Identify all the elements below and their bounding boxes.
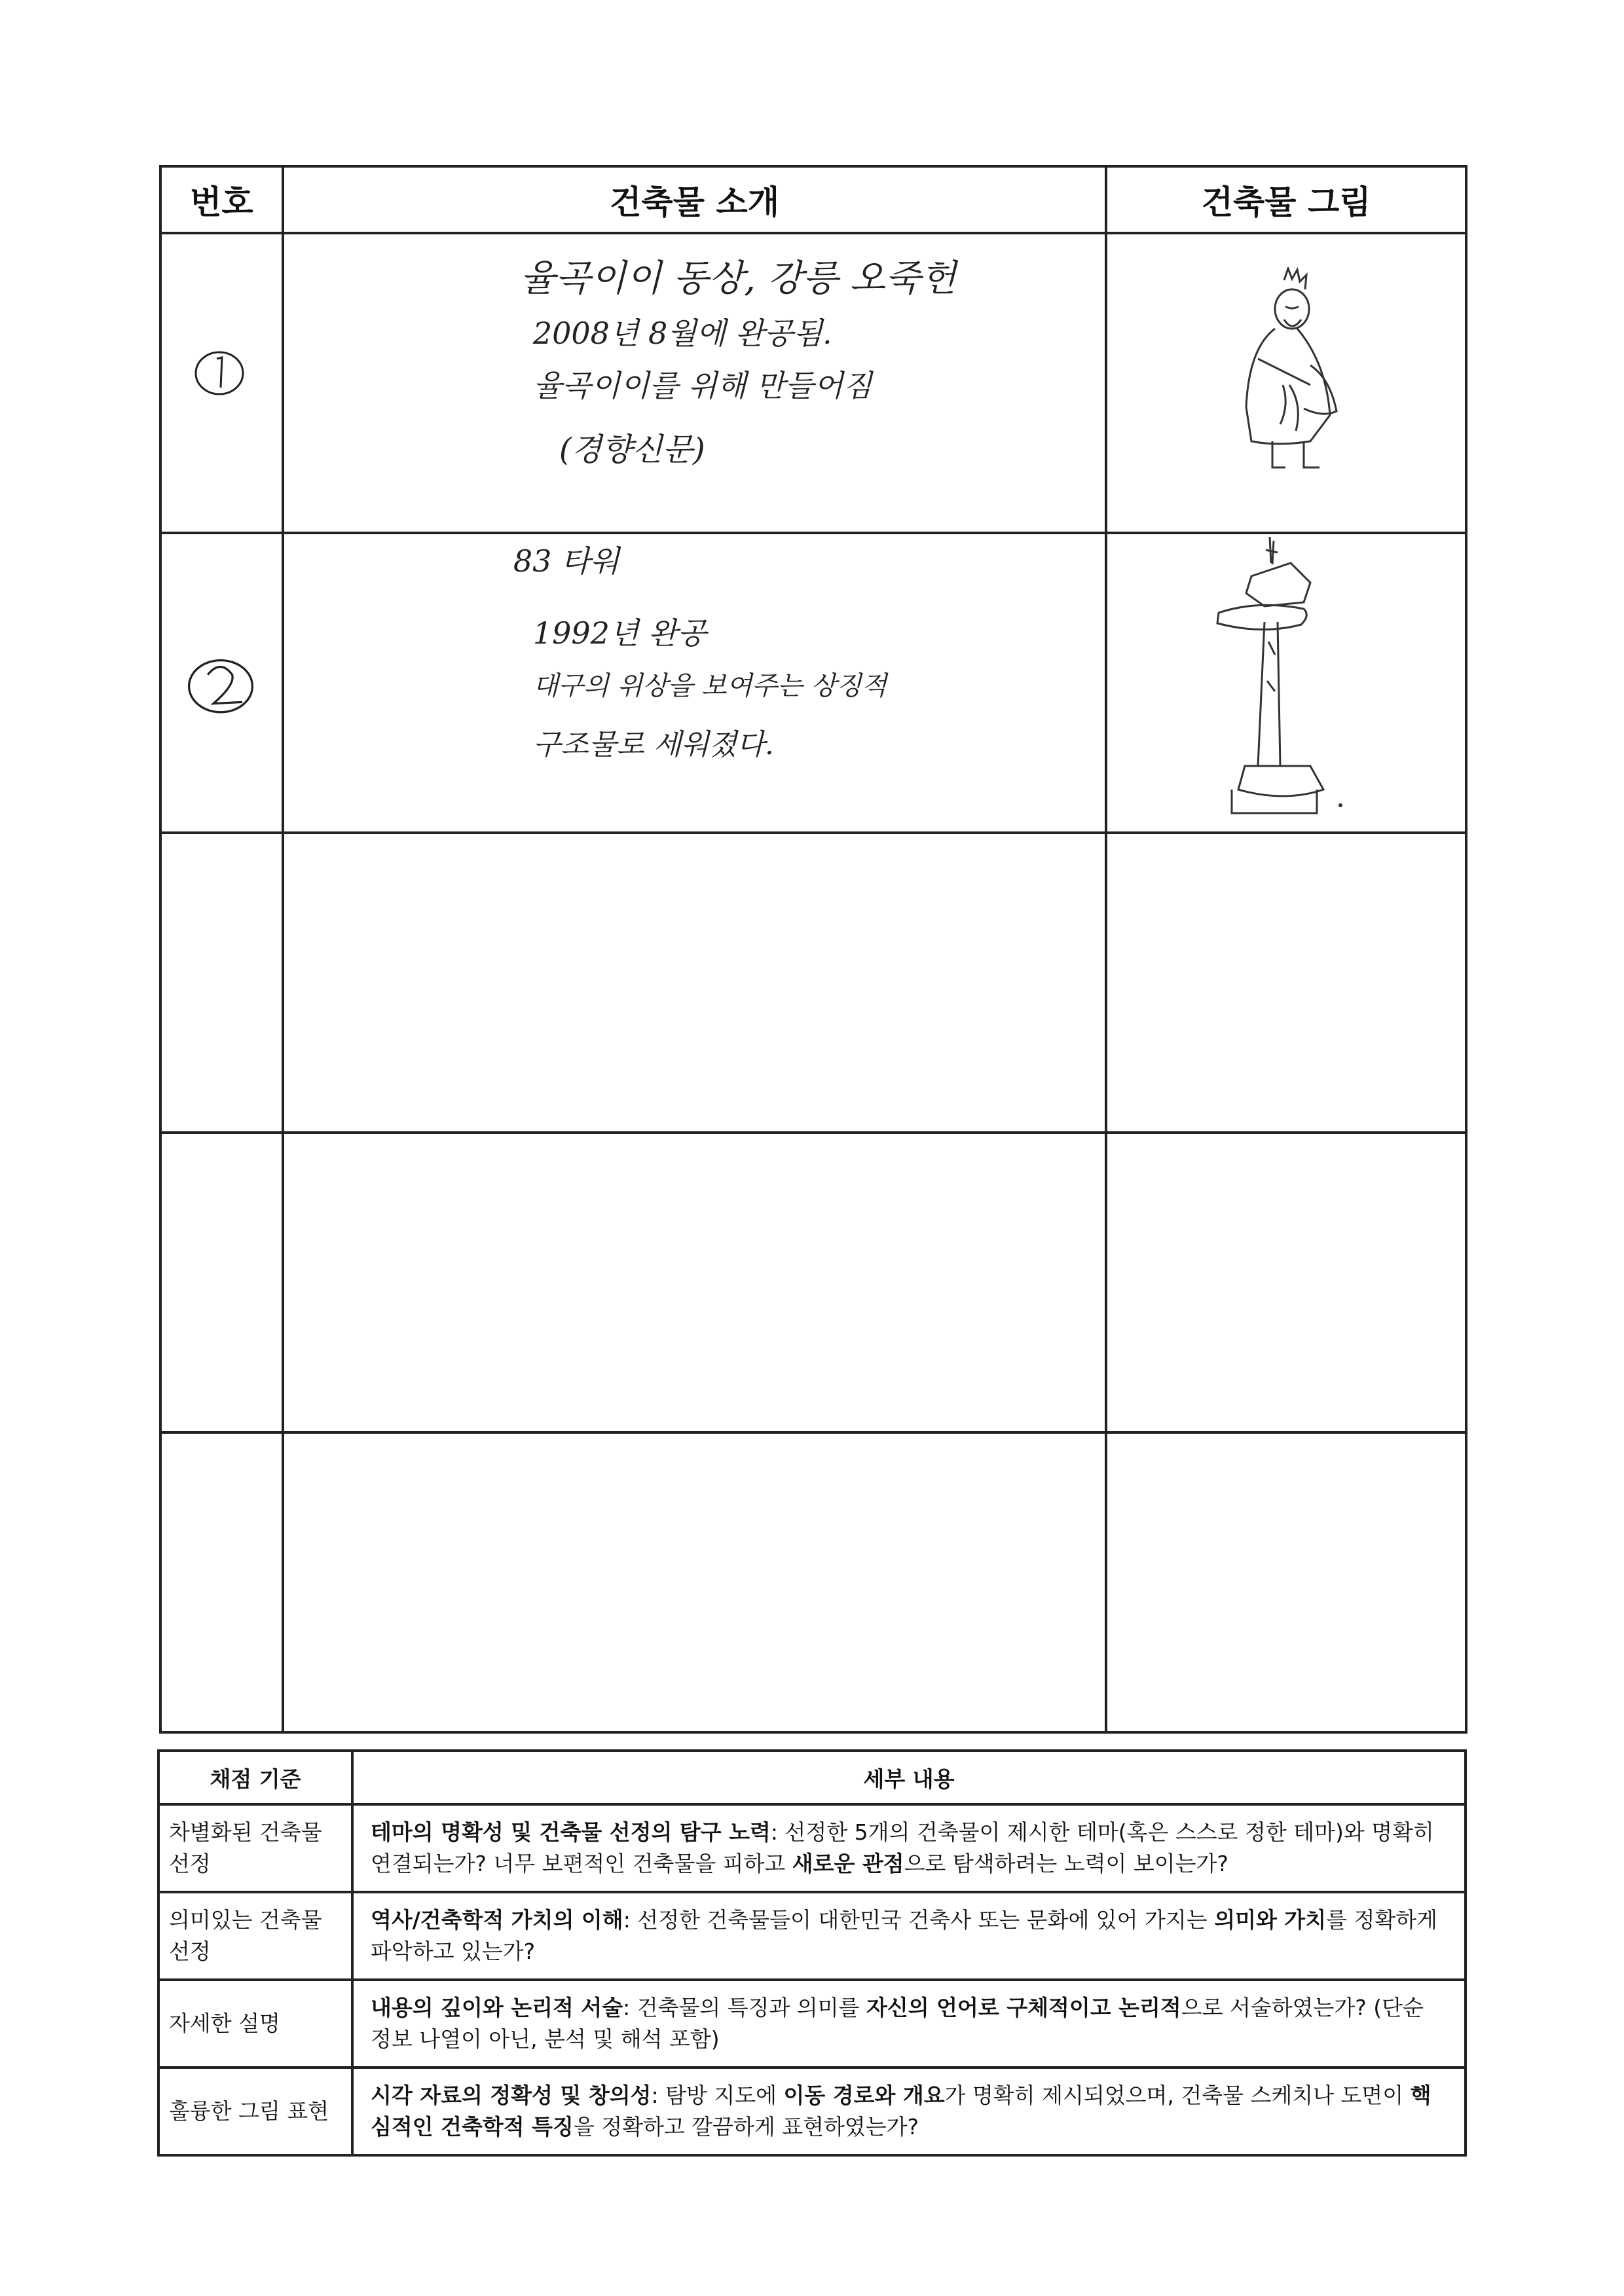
intro-cell — [283, 233, 1107, 533]
number-cell[interactable] — [160, 833, 283, 1133]
rubric-criteria: 훌륭한 그림 표현 — [158, 2068, 352, 2155]
tower-sketch — [1206, 537, 1350, 825]
rubric-row — [158, 1892, 1466, 1980]
rubric-bold: 이동 경로와 개요 — [783, 2083, 945, 2108]
circled-number-1-icon — [188, 339, 253, 405]
table-row — [160, 1432, 1466, 1732]
rubric-text: : 선정한 건축물들이 대한민국 건축사 또는 문화에 있어 가지는 — [623, 1907, 1215, 1933]
rubric-criteria: 차별화된 건축물 선정 — [158, 1804, 352, 1892]
rubric-header-criteria: 채점 기준 — [158, 1751, 352, 1804]
circled-number-2-icon — [172, 649, 270, 721]
rubric-bold: 내용의 깊이와 논리적 서술 — [371, 1995, 623, 2020]
rubric-table — [157, 1749, 1467, 2157]
intro-line: 83 타워 — [513, 543, 619, 579]
number-cell — [160, 533, 283, 833]
intro-line: 율곡이이 동상, 강릉 오죽헌 — [519, 257, 957, 300]
intro-line: 대구의 위상을 보여주는 상징적 — [532, 671, 887, 701]
rubric-row — [158, 1804, 1466, 1892]
rubric-row — [158, 1980, 1466, 2068]
rubric-bold: 자신의 언어로 구체적이고 논리적 — [866, 1995, 1181, 2020]
number-cell[interactable] — [160, 1432, 283, 1732]
table-header-row — [160, 166, 1466, 233]
rubric-text: : 탐방 지도에 — [651, 2083, 784, 2108]
drawing-cell — [1106, 233, 1466, 533]
rubric-text: 가 명확히 제시되었으며, 건축물 스케치나 도면이 — [944, 2083, 1411, 2108]
table-row — [160, 533, 1466, 833]
intro-cell[interactable] — [283, 1432, 1107, 1732]
statue-sketch — [1212, 267, 1369, 490]
intro-line: 1992년 완공 — [532, 615, 707, 651]
intro-cell[interactable] — [283, 1133, 1107, 1432]
rubric-bold: 의미와 가치 — [1214, 1907, 1327, 1933]
rubric-text: 를 정확하게 파악하고 있는가? — [371, 1907, 1437, 1964]
rubric-bold: 시각 자료의 정확성 및 창의성 — [371, 2083, 652, 2108]
rubric-bold: 핵심적인 건축학적 특징 — [371, 2083, 1431, 2140]
drawing-cell — [1106, 533, 1466, 833]
rubric-bold: 테마의 명확성 및 건축물 선정의 탐구 노력 — [371, 1819, 771, 1845]
intro-line: 2008년 8월에 완공됨. — [532, 316, 832, 351]
rubric-text: : 건축물의 특징과 의미를 — [623, 1995, 866, 2020]
table-row — [160, 833, 1466, 1133]
intro-line: 율곡이이를 위해 만들어짐 — [532, 368, 872, 403]
rubric-header-detail: 세부 내용 — [352, 1751, 1466, 1804]
drawing-cell[interactable] — [1106, 1432, 1466, 1732]
rubric-detail — [352, 1804, 1466, 1892]
rubric-bold: 새로운 관점 — [792, 1851, 904, 1876]
number-cell — [160, 233, 283, 533]
header-number: 번호 — [160, 166, 283, 233]
rubric-header-row — [158, 1751, 1466, 1804]
drawing-cell[interactable] — [1106, 1133, 1466, 1432]
table-row — [160, 1133, 1466, 1432]
rubric-detail — [352, 1980, 1466, 2068]
rubric-criteria: 자세한 설명 — [158, 1980, 352, 2068]
rubric-criteria: 의미있는 건축물 선정 — [158, 1892, 352, 1980]
table-row — [160, 233, 1466, 533]
intro-line: 구조물로 세워졌다. — [532, 728, 774, 761]
rubric-text: 으로 탐색하려는 노력이 보이는가? — [904, 1851, 1228, 1876]
rubric-row — [158, 2068, 1466, 2155]
building-table — [159, 165, 1467, 1734]
intro-cell — [283, 533, 1107, 833]
rubric-detail — [352, 1892, 1466, 1980]
rubric-text: 을 정확하고 깔끔하게 표현하였는가? — [573, 2114, 919, 2140]
number-cell[interactable] — [160, 1133, 283, 1432]
rubric-detail — [352, 2068, 1466, 2155]
intro-line: (경향신문) — [559, 431, 705, 468]
rubric-text: 으로 서술하였는가? (단순 정보 나열이 아닌, 분석 및 해석 포함) — [371, 1995, 1424, 2052]
header-drawing: 건축물 그림 — [1106, 166, 1466, 233]
rubric-text: : 선정한 5개의 건축물이 제시한 테마(혹은 스스로 정한 테마)와 명확히 연결되는가? 너무 보편적인 건축물을 피하고 — [371, 1819, 1434, 1876]
header-intro: 건축물 소개 — [283, 166, 1107, 233]
drawing-cell[interactable] — [1106, 833, 1466, 1133]
rubric-bold: 역사/건축학적 가치의 이해 — [371, 1907, 623, 1933]
intro-cell[interactable] — [283, 833, 1107, 1133]
